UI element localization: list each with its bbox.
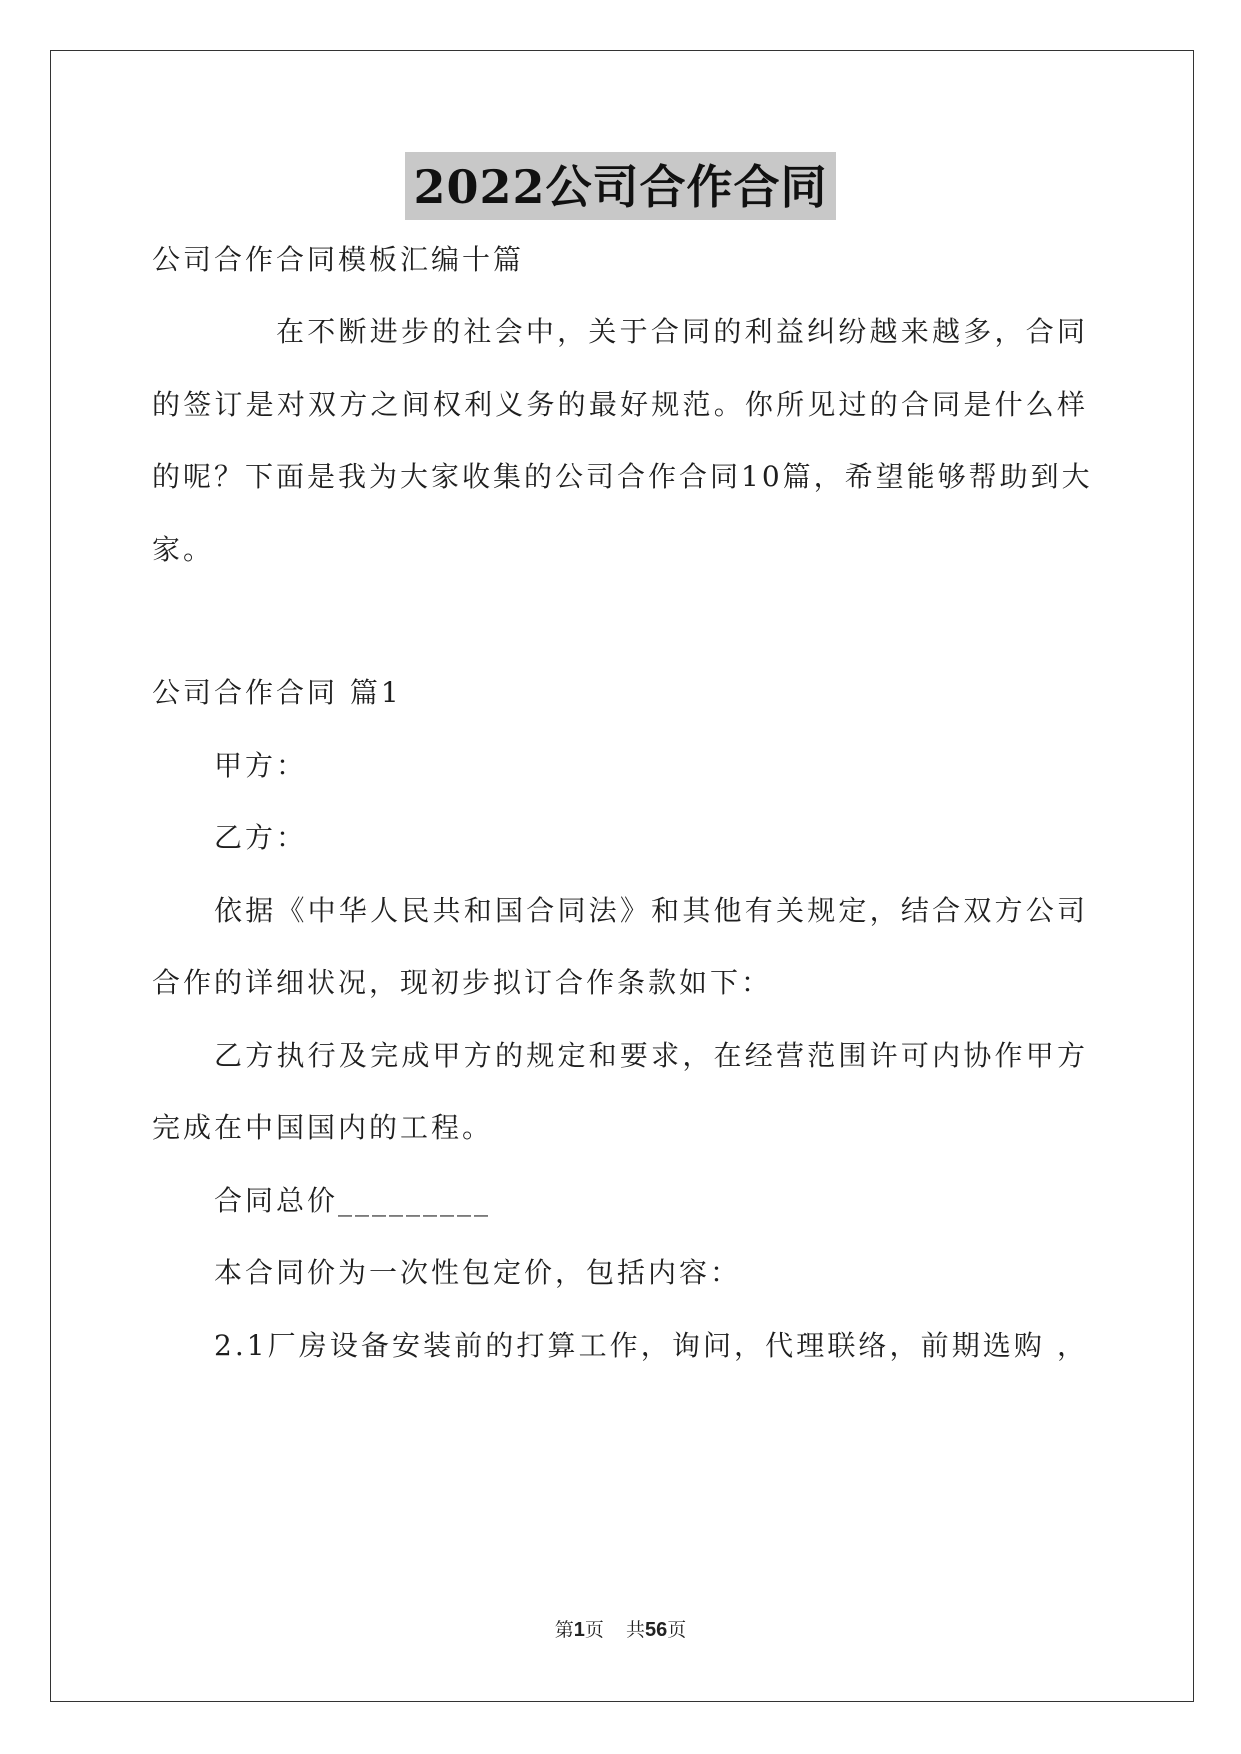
- title-container: [0, 152, 1241, 220]
- scope-line-1: 乙方执行及完成甲方的规定和要求，在经营范围许可内协作甲方: [214, 1039, 1088, 1072]
- footer-page-unit: 页: [584, 1619, 604, 1641]
- footer-total-pages: 56: [644, 1619, 668, 1641]
- subtitle-line: 公司合作合同模板汇编十篇: [152, 243, 525, 276]
- intro-line-3: 的呢？下面是我为大家收集的公司合作合同10篇，希望能够帮助到大: [152, 460, 1093, 493]
- basis-line-2: 合作的详细状况，现初步拟订合作条款如下：: [152, 966, 773, 999]
- document-title: 2022公司合作合同: [405, 152, 835, 220]
- clause-2-1-line: 2.1厂房设备安装前的打算工作，询问，代理联络，前期选购 ，: [214, 1329, 1088, 1362]
- intro-line-4: 家。: [152, 533, 215, 566]
- basis-line-1: 依据《中华人民共和国合同法》和其他有关规定，结合双方公司: [214, 894, 1088, 927]
- footer-page-prefix: 第: [554, 1619, 574, 1641]
- footer-total-prefix: 共: [625, 1619, 645, 1641]
- party-a-label: 甲方：: [214, 749, 308, 782]
- footer-page-number: 1: [573, 1619, 585, 1641]
- intro-line-2: 的签订是对双方之间权利义务的最好规范。你所见过的合同是什么样: [152, 388, 1088, 421]
- total-price-line: 合同总价_________: [214, 1184, 492, 1217]
- party-b-label: 乙方：: [214, 821, 308, 854]
- section-heading: 公司合作合同 篇1: [152, 676, 402, 709]
- scope-line-2: 完成在中国国内的工程。: [152, 1111, 494, 1144]
- price-content-line: 本合同价为一次性包定价，包括内容：: [214, 1256, 742, 1289]
- footer-total-unit: 页: [667, 1619, 687, 1641]
- page-border: [50, 50, 1194, 1702]
- page-footer: [0, 1618, 1241, 1642]
- intro-line-1: 在不断进步的社会中，关于合同的利益纠纷越来越多，合同: [276, 315, 1088, 348]
